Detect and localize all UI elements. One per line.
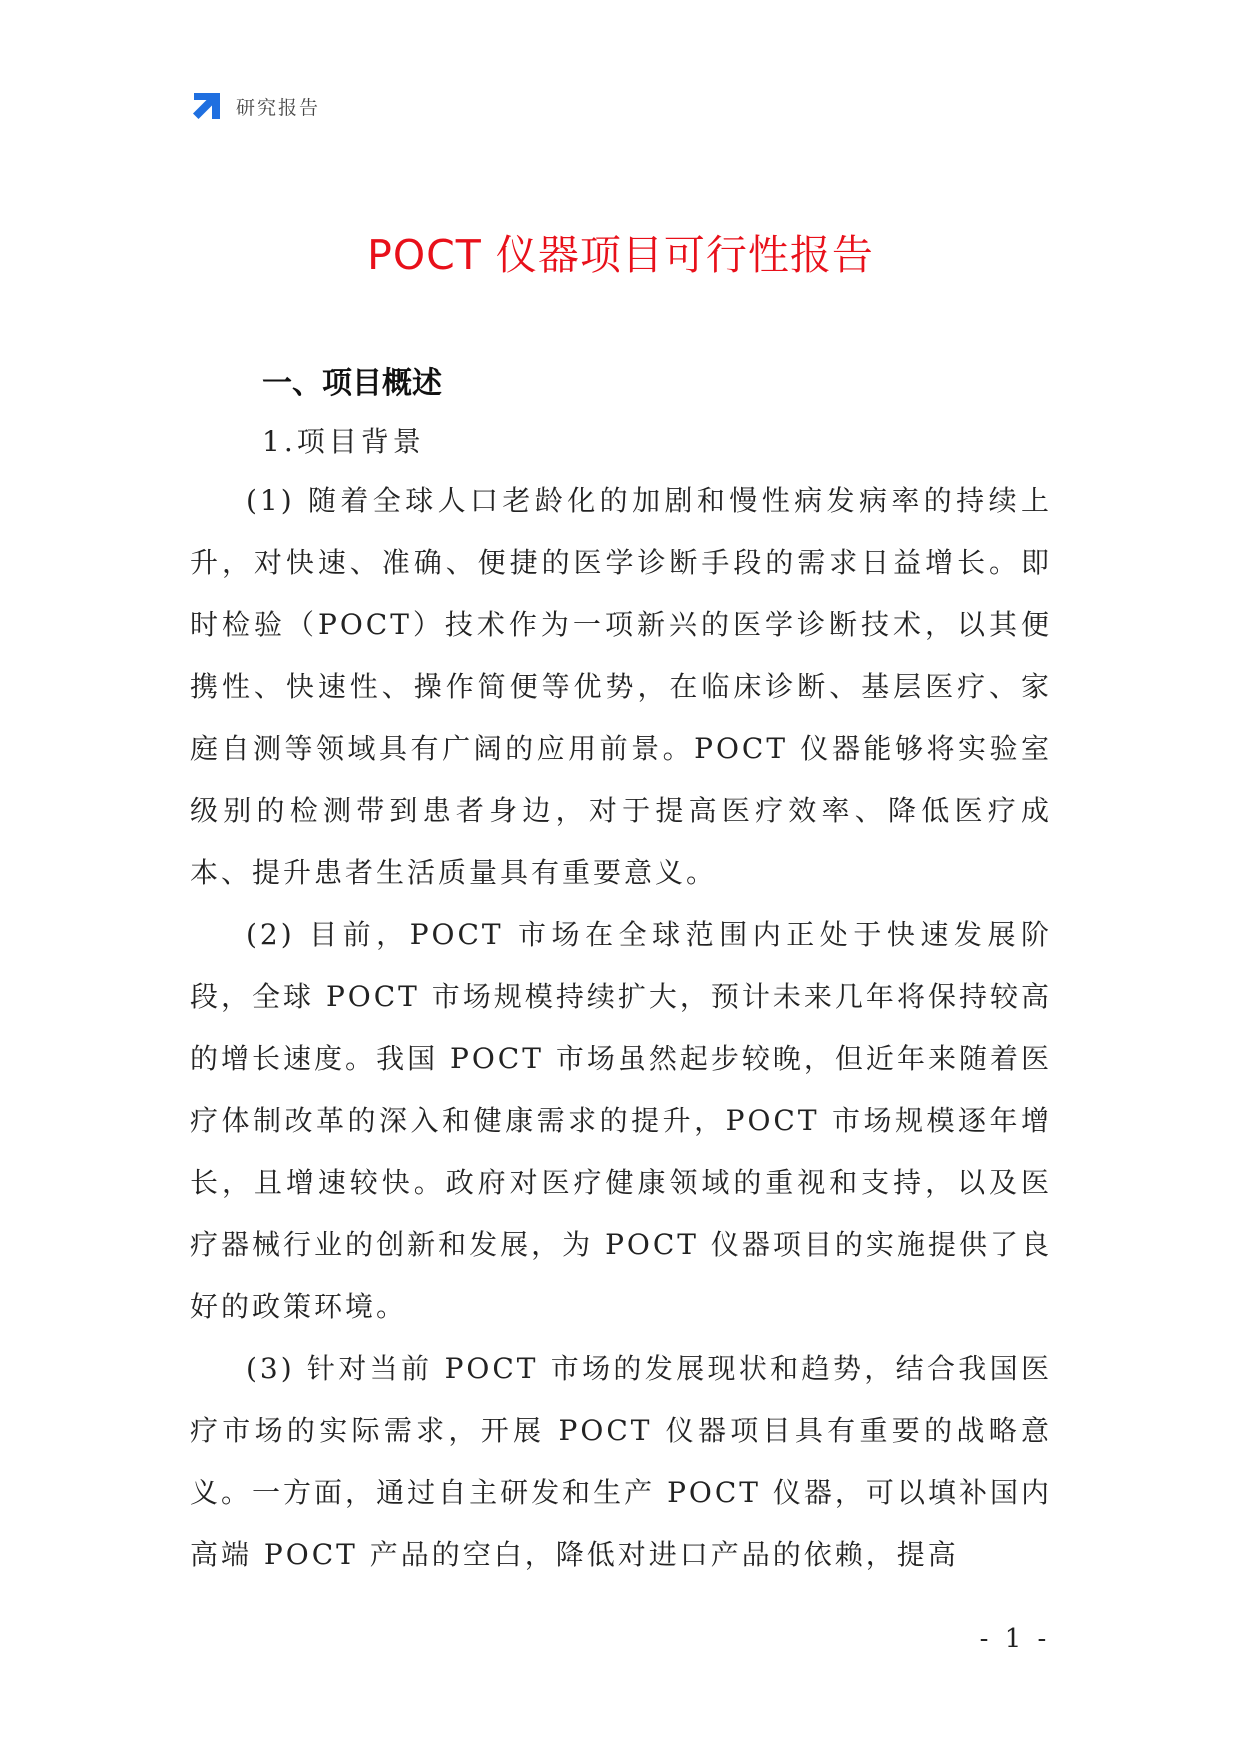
paragraph-3: (3) 针对当前 POCT 市场的发展现状和趋势，结合我国医疗市场的实际需求，开展 POCT 仪器项目具有重要的战略意义。一方面，通过自主研发和生产 POCT 仪器，可以填补国内高端 POCT 产品的空白，降低对进口产品的依赖，提高 — [190, 1352, 1052, 1571]
arrow-up-right-icon — [190, 89, 224, 123]
section-heading: 一、项目概述 — [262, 366, 442, 401]
document-header — [190, 88, 320, 124]
paragraph-2: (2) 目前，POCT 市场在全球范围内正处于快速发展阶段，全球 POCT 市场规模持续扩大，预计未来几年将保持较高的增长速度。我国 POCT 市场虽然起步较晚，但近年来随着医疗体制改革的深入和健康需求的提升，POCT 市场规模逐年增长，且增速较快。政府对医疗健康领域的重视和支持，以及医疗器械行业的创新和发展，为 POCT 仪器项目的实施提供了良好的政策环境。 — [190, 918, 1052, 1323]
document-body — [190, 470, 1052, 1586]
paragraph-1: (1) 随着全球人口老龄化的加剧和慢性病发病率的持续上升，对快速、准确、便捷的医学诊断手段的需求日益增长。即时检验（POCT）技术作为一项新兴的医学诊断技术，以其便携性、快速性、操作简便等优势，在临床诊断、基层医疗、家庭自测等领域具有广阔的应用前景。POCT 仪器能够将实验室级别的检测带到患者身边，对于提高医疗效率、降低医疗成本、提升患者生活质量具有重要意义。 — [190, 484, 1052, 889]
header-label: 研究报告 — [236, 96, 321, 119]
subsection-heading: 1.项目背景 — [262, 425, 425, 458]
page-number: - 1 - — [979, 1624, 1051, 1654]
document-title: POCT 仪器项目可行性报告 — [367, 231, 874, 279]
